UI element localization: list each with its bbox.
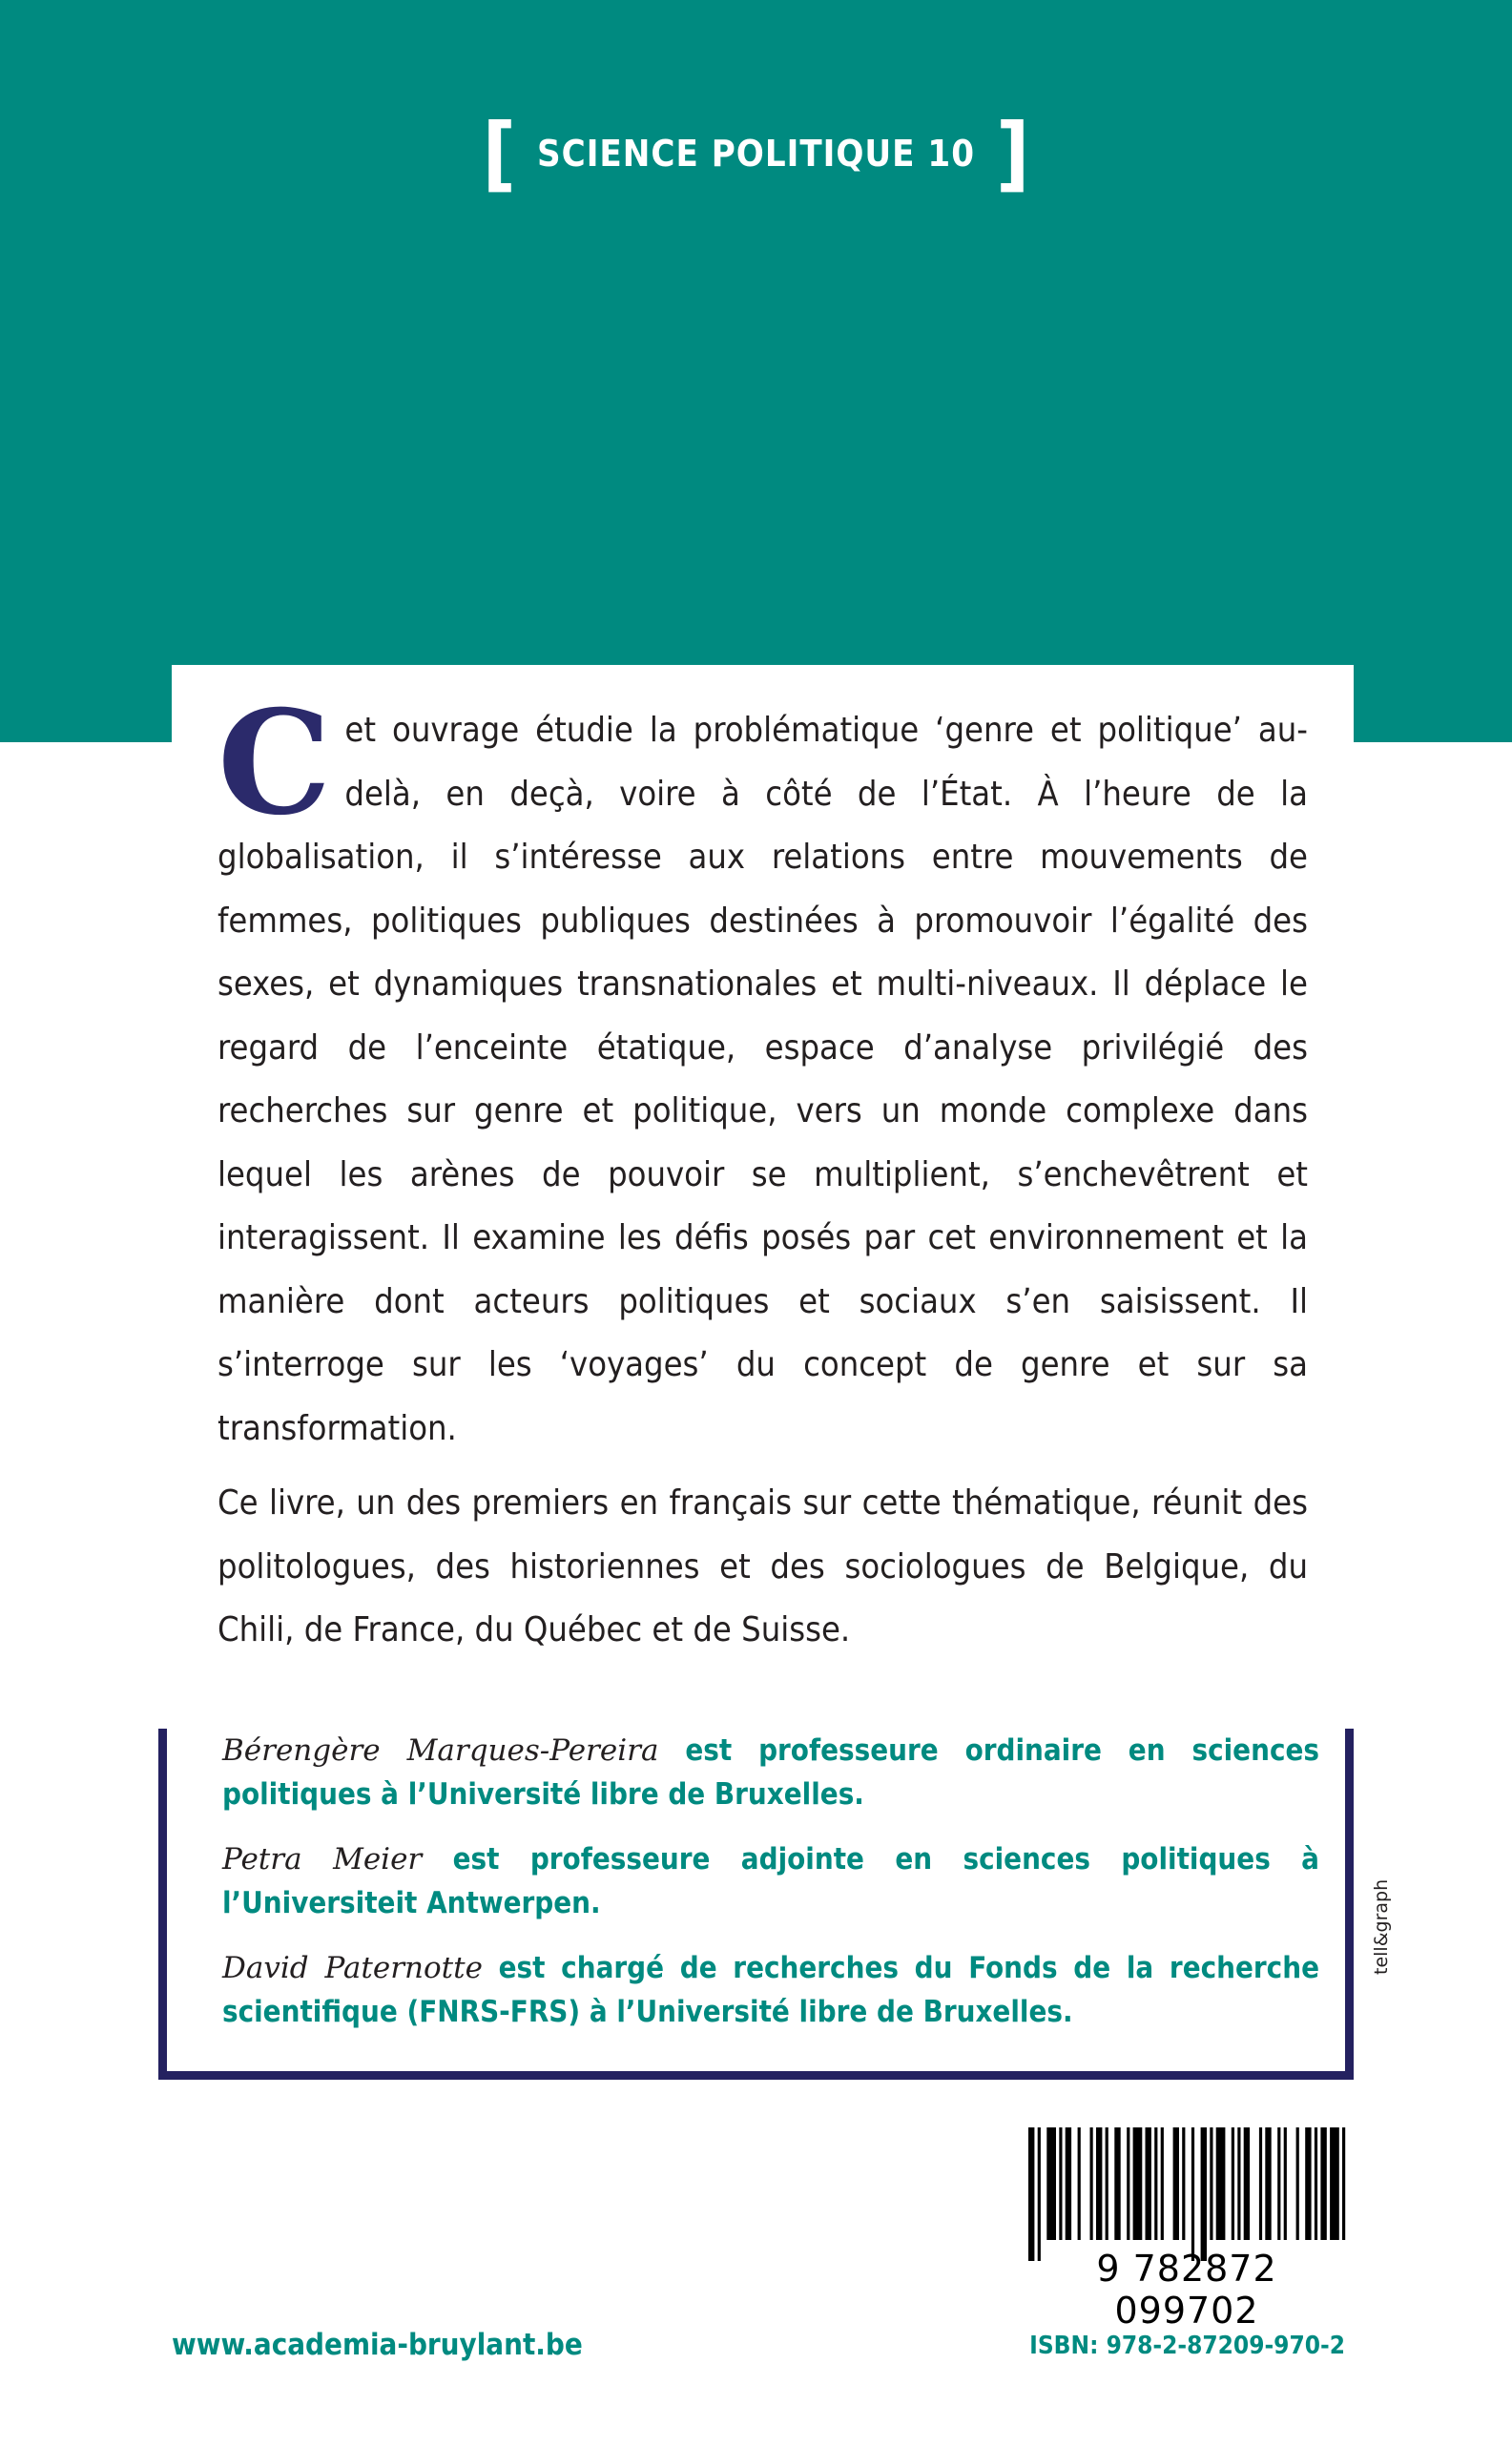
barcode-bar	[1237, 2127, 1240, 2240]
book-description	[217, 679, 1308, 1663]
author-name: David Paternotte	[222, 1951, 483, 1985]
description-paragraph-2: Ce livre, un des premiers en français sur cette thématique, réunit des politologues, des historiennes et des sociologues de Belgique, du Chili, de France, du Québec et de Suisse.	[217, 1483, 1308, 1649]
series-label: SCIENCE POLITIQUE 10	[536, 133, 975, 175]
barcode-bar	[1191, 2127, 1194, 2261]
author-description: est professeure ordinaire en sciences politiques à l’Université libre de Bruxelles.	[222, 1733, 1319, 1812]
barcode-bar	[1127, 2127, 1129, 2240]
author-bio	[222, 1946, 1319, 2034]
series-close-bracket: ]	[996, 106, 1030, 201]
author-name: Bérengère Marques-Pereira	[222, 1733, 659, 1768]
barcode-bar	[1154, 2127, 1157, 2240]
author-bio	[222, 1729, 1319, 1816]
barcode-bar	[1296, 2127, 1299, 2240]
barcode-bar	[1106, 2127, 1108, 2240]
barcode-bar	[1305, 2127, 1311, 2240]
barcode-bar	[1315, 2127, 1317, 2240]
barcode-bar	[1330, 2127, 1339, 2240]
barcode-bar	[1182, 2127, 1185, 2240]
description-panel	[172, 665, 1354, 1649]
barcode-bar	[1216, 2127, 1226, 2240]
authors-box	[158, 1729, 1354, 2080]
description-paragraph-1	[217, 679, 1308, 1461]
publisher-website[interactable]: www.academia-bruylant.be	[172, 2328, 583, 2362]
barcode-bar	[1259, 2127, 1262, 2240]
author-bio	[222, 1837, 1319, 1925]
barcode-bar	[1059, 2127, 1062, 2240]
paragraph-1-text: et ouvrage étudie la problématique ‘genre et politique’ au-delà, en deçà, voire à côté de l’État. À l’heure de la globalisation, il s’intéresse aux relations entre mouvements de femmes, politiques publiques destinées à promouvoir l’égalité des sexes, et dynamiques transnationales et multi-niveaux. Il déplace le regard de l’enceinte étatique, espace d’analyse privilégié des recherches sur genre et politique, vers un monde complexe dans lequel les arènes de pouvoir se multiplient, s’enchevêtrent et interagissent. Il examine les défis posés par cet environnement et la manière dont acteurs politiques et sociaux s’en saisissent. Il s’interroge sur les ‘voyages’ du concept de genre et sur sa transformation.	[217, 711, 1308, 1448]
barcode-bar	[1161, 2127, 1164, 2240]
barcode-bar	[1133, 2127, 1143, 2240]
series-open-bracket: [	[482, 106, 516, 201]
barcode-bar	[1277, 2127, 1280, 2240]
series-title	[0, 106, 1512, 201]
cover-teal-band	[0, 0, 1512, 742]
author-description: est professeure adjointe en sciences politiques à l’Universiteit Antwerpen.	[222, 1842, 1319, 1920]
design-credit: tell&graph	[1371, 1878, 1392, 1975]
barcode-bar	[1284, 2127, 1287, 2240]
barcode-bar	[1265, 2127, 1271, 2240]
drop-cap: C	[217, 679, 332, 847]
barcode-bar	[1038, 2127, 1041, 2261]
barcode-digits: 9 782872 099702	[1096, 2248, 1277, 2332]
barcode-bar	[1078, 2127, 1081, 2240]
barcode-bar	[1096, 2127, 1102, 2240]
author-name: Petra Meier	[222, 1842, 423, 1877]
isbn: ISBN: 978-2-87209-970-2	[1029, 2332, 1345, 2360]
barcode-bar	[1066, 2127, 1071, 2240]
barcode-bar	[1090, 2127, 1093, 2240]
barcode-bar	[1146, 2127, 1151, 2240]
barcode-bar	[1201, 2127, 1207, 2261]
barcode-bar	[1046, 2127, 1056, 2240]
barcode-bar	[1320, 2127, 1326, 2240]
barcode-bar	[1232, 2127, 1234, 2240]
barcode-bar	[1114, 2127, 1120, 2240]
barcode-bar	[1342, 2127, 1345, 2240]
barcode-bar	[1173, 2127, 1179, 2240]
barcode-bar	[1244, 2127, 1250, 2240]
barcode-bar	[1210, 2127, 1212, 2240]
barcode-bar	[1028, 2127, 1034, 2261]
author-description: est chargé de recherches du Fonds de la recherche scientifique (FNRS-FRS) à l’Université libre de Bruxelles.	[222, 1951, 1319, 2029]
